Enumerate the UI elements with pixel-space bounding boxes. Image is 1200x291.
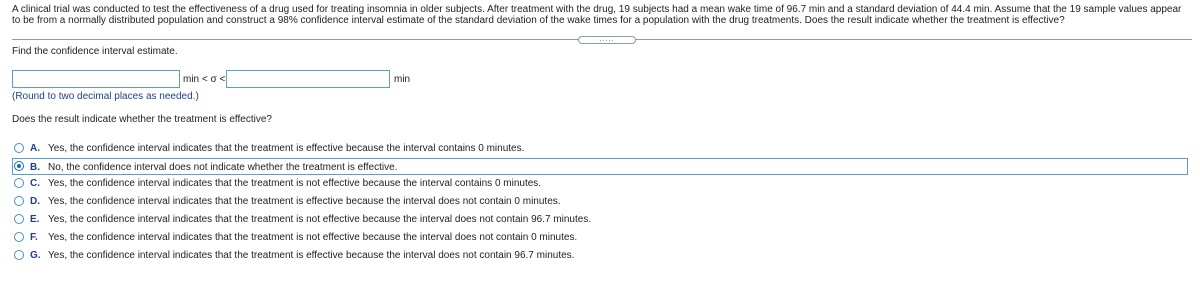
part1-prompt: Find the confidence interval estimate. [12, 46, 178, 57]
option-text: Yes, the confidence interval indicates that the treatment is effective because the interval does not contain 96.7 minutes. [48, 250, 575, 261]
divider [12, 36, 1192, 44]
option-text: Yes, the confidence interval indicates that the treatment is not effective because the interval does not contain 96.7 minutes. [48, 214, 592, 225]
option-letter: E. [30, 214, 40, 225]
option-letter: F. [30, 232, 38, 243]
upper-bound-input[interactable] [226, 70, 390, 88]
option-d[interactable] [12, 193, 1188, 211]
radio-button[interactable] [14, 250, 24, 260]
option-a[interactable] [12, 140, 1188, 158]
option-letter: G. [30, 250, 41, 261]
option-b[interactable] [12, 158, 1188, 175]
radio-button-selected[interactable] [14, 161, 24, 171]
option-g[interactable] [12, 247, 1188, 265]
option-letter: C. [30, 178, 40, 189]
option-e[interactable] [12, 211, 1188, 229]
unit-label: min [394, 74, 411, 85]
option-text: Yes, the confidence interval indicates that the treatment is not effective because the interval contains 0 minutes. [48, 178, 542, 189]
radio-button[interactable] [14, 196, 24, 206]
option-text: Yes, the confidence interval indicates that the treatment is not effective because the interval does not contain 0 minutes. [48, 232, 578, 243]
option-c[interactable] [12, 175, 1188, 193]
part2-prompt: Does the result indicate whether the treatment is effective? [12, 114, 272, 125]
answer-options [12, 140, 1188, 265]
radio-button[interactable] [14, 214, 24, 224]
option-letter: A. [30, 143, 40, 154]
lower-bound-input[interactable] [12, 70, 180, 88]
question-text: A clinical trial was conducted to test the effectiveness of a drug used for treating insomnia in older subjects. After treatment with the drug, 19 subjects had a mean wake time of 96.7 min and a standard deviation of 44.4 min. Assume that the 19 sample values appear to be from a normally distributed population and construct a 98% confidence interval estimate of the standard deviation of the wake times for a population with the drug treatments. Does the result indicate whether the treatment is effective? [12, 4, 1182, 26]
expand-button[interactable]: ..... [578, 36, 636, 44]
radio-button[interactable] [14, 178, 24, 188]
option-f[interactable] [12, 229, 1188, 247]
radio-button[interactable] [14, 232, 24, 242]
interval-middle-label: min < σ < [183, 74, 226, 85]
option-text: Yes, the confidence interval indicates that the treatment is effective because the interval contains 0 minutes. [48, 143, 525, 154]
option-letter: B. [30, 162, 40, 173]
rounding-note: (Round to two decimal places as needed.) [12, 91, 199, 102]
radio-button[interactable] [14, 143, 24, 153]
option-letter: D. [30, 196, 40, 207]
option-text: No, the confidence interval does not indicate whether the treatment is effective. [48, 162, 398, 173]
option-text: Yes, the confidence interval indicates that the treatment is effective because the interval does not contain 0 minutes. [48, 196, 561, 207]
